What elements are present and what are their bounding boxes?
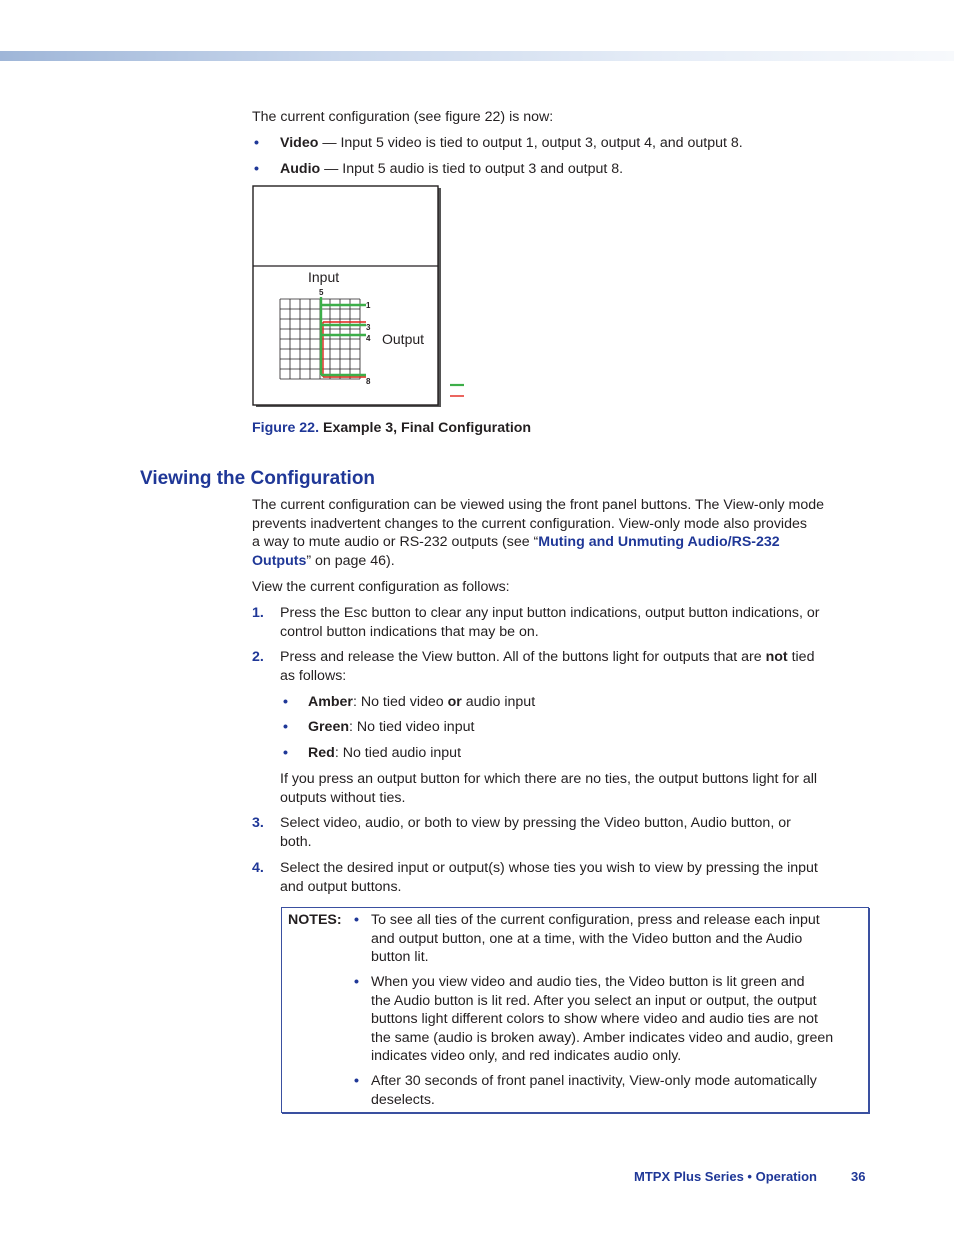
video-config-item: Video — Input 5 video is tied to output 1, output 3, output 4, and output 8.	[280, 135, 743, 151]
output-number-1: 1	[366, 301, 371, 310]
bullet-icon: •	[283, 694, 288, 710]
output-label: Output	[382, 331, 425, 347]
muting-link[interactable]: Muting and Unmuting Audio/RS-232	[538, 534, 780, 551]
bullet-icon: •	[354, 912, 359, 928]
step-number: 1.	[252, 605, 264, 621]
note-item-2: When you view video and audio ties, the Video button is lit green and the Audio button is lit red. After you select an input or output, the output buttons light different colors to show where video and audio ties are not the same (audio is broken away). Amber indicates video and audio, green indicates video only, and red indicates audio only.	[371, 974, 834, 1065]
footer-series: MTPX Plus Series • Operation	[634, 1169, 817, 1184]
note-item-1: To see all ties of the current configuration, press and release each input and output button, one at a time, with the Video button and the Audio button lit.	[371, 912, 820, 966]
audio-config-item: Audio — Input 5 audio is tied to output 3 and output 8.	[280, 161, 624, 177]
bullet-icon: •	[254, 135, 259, 151]
step-2-note: If you press an output button for which there are no ties, the output buttons light for all outputs without ties.	[280, 771, 818, 806]
figure-caption: Figure 22. Example 3, Final Configuration	[252, 420, 532, 436]
input-number: 5	[319, 288, 324, 297]
bullet-icon: •	[283, 719, 288, 735]
page-number: 36	[851, 1169, 866, 1184]
section-paragraph-1: The current configuration can be viewed using the front panel buttons. The View-only mode prevents inadvertent changes to the current configuration. View-only mode also provides a way to mute audio or RS-232 outputs (see “Muting and Unmuting Audio/RS-232 Outputs” on page 46).	[252, 497, 825, 569]
bullet-icon: •	[354, 974, 359, 990]
notes-label: NOTES:	[288, 912, 342, 928]
note-item-3: After 30 seconds of front panel inactivity, View-only mode automatically deselects.	[371, 1073, 817, 1108]
header-bar	[0, 51, 954, 61]
step-4-text: Select the desired input or output(s) whose ties you wish to view by pressing the input and output buttons.	[280, 860, 818, 895]
amber-item: Amber: No tied video or audio input	[308, 694, 536, 710]
step-3-text: Select video, audio, or both to view by pressing the Video button, Audio button, or both.	[280, 815, 791, 850]
step-number: 4.	[252, 860, 264, 876]
output-number-8: 8	[366, 377, 371, 386]
output-number-3: 3	[366, 323, 371, 332]
green-item: Green: No tied video input	[308, 719, 475, 735]
input-label: Input	[308, 269, 340, 285]
section-paragraph-2: View the current configuration as follows:	[252, 579, 510, 595]
section-heading: Viewing the Configuration	[140, 468, 376, 489]
step-number: 3.	[252, 815, 264, 831]
intro-text: The current configuration (see figure 22) is now:	[252, 109, 554, 125]
step-2-text: Press and release the View button. All of the buttons light for outputs that are not tied as follows:	[280, 649, 815, 684]
output-number-4: 4	[366, 334, 371, 343]
bullet-icon: •	[254, 161, 259, 177]
red-item: Red: No tied audio input	[308, 745, 462, 761]
step-1-text: Press the Esc button to clear any input button indications, output button indications, or control button indications that may be on.	[280, 605, 820, 640]
bullet-icon: •	[283, 745, 288, 761]
bullet-icon: •	[354, 1073, 359, 1089]
muting-link-cont[interactable]: Outputs	[252, 552, 307, 569]
figure-22-diagram	[250, 184, 472, 410]
step-number: 2.	[252, 649, 264, 665]
